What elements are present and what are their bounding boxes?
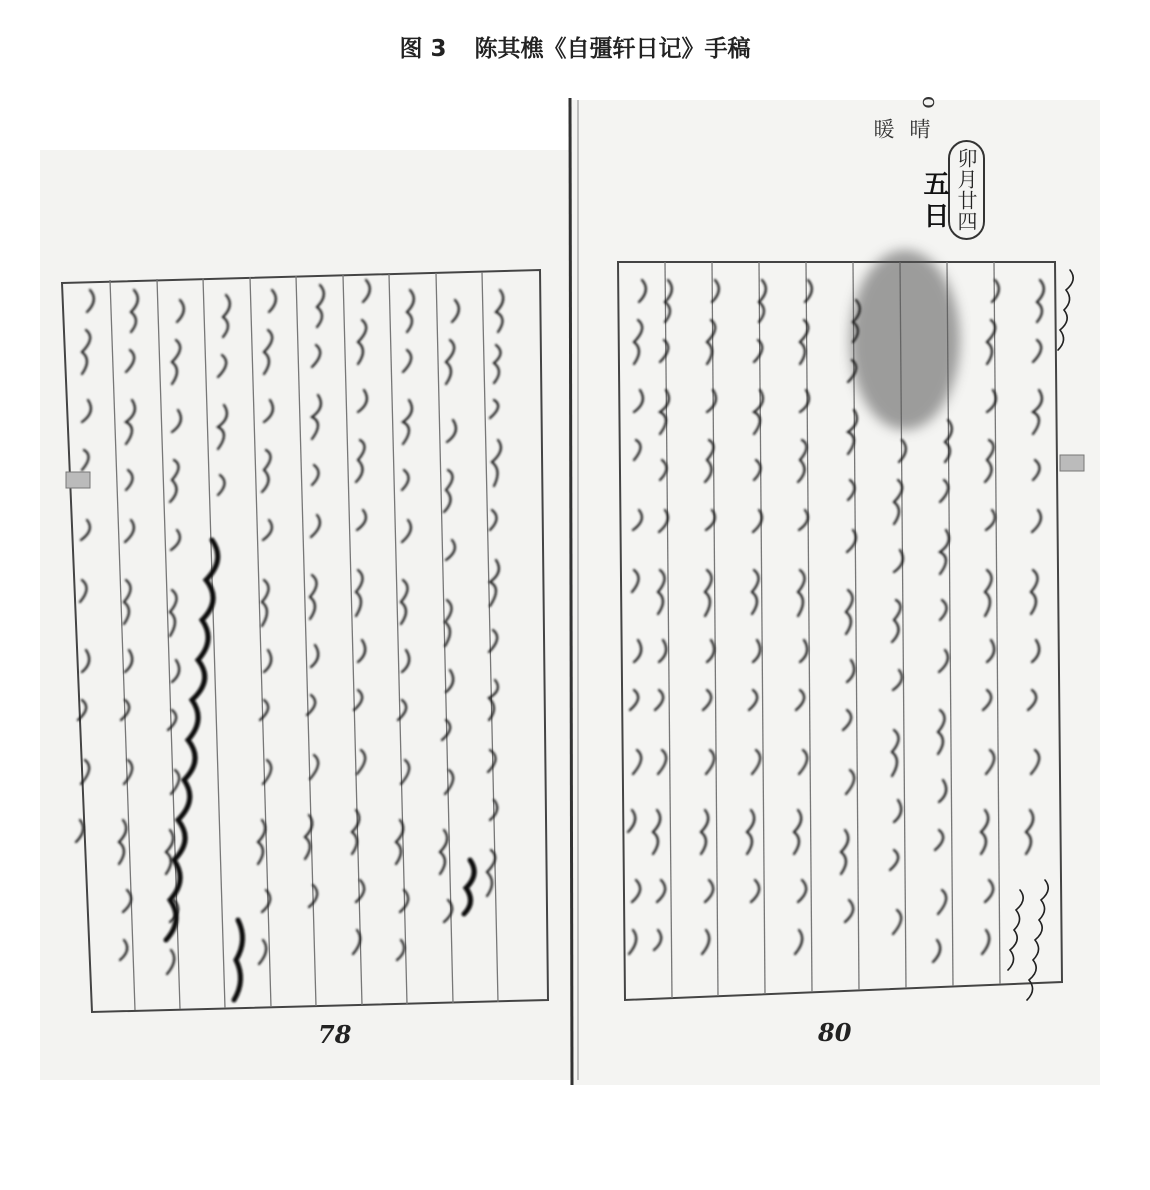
right-edge-tab [1060, 455, 1084, 471]
weather-notes [868, 118, 934, 143]
left-edge-tab [66, 472, 90, 488]
figure-title: 陈其樵《自彊轩日记》手稿 [474, 36, 751, 62]
right-paper [570, 100, 1100, 1085]
right-page-number: 80 [818, 1018, 852, 1047]
left-page-number: 78 [318, 1020, 352, 1049]
circle-mark: o [918, 96, 942, 113]
weather-note-warm: 暖 [871, 118, 895, 143]
day-label: 五日 [919, 170, 949, 234]
weather-note-clear: 晴 [907, 118, 931, 143]
circled-date: 卯月廿四 [948, 140, 985, 240]
figure-number: 图 3 [399, 36, 447, 62]
spine [570, 98, 572, 1085]
ink-smudge [850, 250, 960, 430]
